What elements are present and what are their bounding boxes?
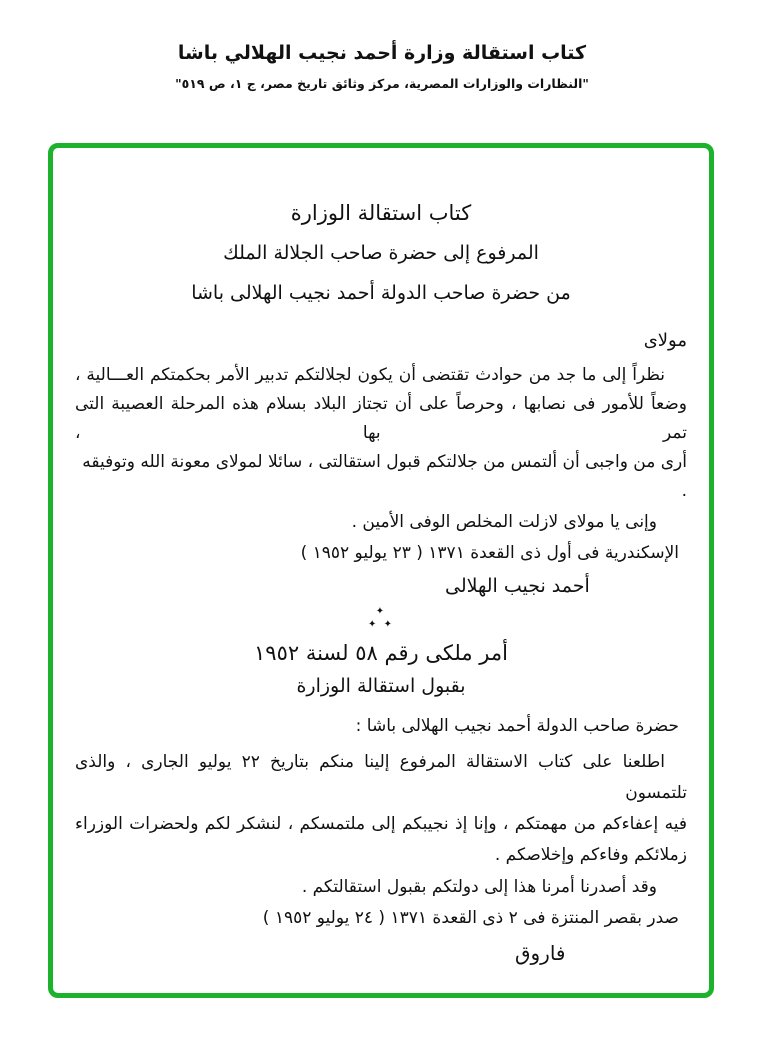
- decree-title: أمر ملكى رقم ٥٨ لسنة ١٩٥٢: [254, 641, 508, 665]
- letter-salutation: مولاى: [643, 330, 687, 351]
- decree-paragraph: [75, 747, 687, 871]
- decree-closing-line: وقد أصدرنا أمرنا هذا إلى دولتكم بقبول استقالتكم .: [301, 877, 657, 897]
- letter-paragraph: [75, 361, 687, 506]
- letter-paragraph-line: أرى من واجبى أن ألتمس من جلالتكم قبول استقالتى ، سائلا لمولاى معونة الله وتوفيقه .: [82, 452, 687, 501]
- decree-dateline: صدر بقصر المنتزة فى ٢ ذى القعدة ١٣٧١ ( ٢٤ يوليو ١٩٥٢ ): [262, 908, 679, 928]
- letter-title: كتاب استقالة الوزارة: [290, 201, 472, 225]
- letter-subtitle-addressed-to: المرفوع إلى حضرة صاحب الجلالة الملك: [223, 242, 539, 264]
- letter-dateline: الإسكندرية فى أول ذى القعدة ١٣٧١ ( ٢٣ يوليو ١٩٥٢ ): [300, 543, 679, 563]
- document-caption-title: كتاب استقالة وزارة أحمد نجيب الهلالي باشا: [177, 42, 587, 64]
- signature-hilali: أحمد نجيب الهلالى: [445, 575, 590, 597]
- document-body: [53, 148, 709, 968]
- decree-addressee: حضرة صاحب الدولة أحمد نجيب الهلالى باشا :: [355, 716, 679, 736]
- letter-paragraph-line: نظراً إلى ما جد من حوادث تقتضى أن يكون لجلالتكم تدبير الأمر بحكمتكم العـــالية ،: [75, 365, 665, 385]
- page-header: [0, 42, 764, 91]
- document-frame: [48, 143, 714, 998]
- letter-closing-line: وإنى يا مولاى لازلت المخلص الوفى الأمين .: [351, 512, 657, 532]
- decree-paragraph-line: فيه إعفاءكم من مهمتكم ، وإنا إذ نجيبكم إلى ملتمسكم ، لنشكر لكم ولحضرات الوزراء: [75, 814, 687, 834]
- star-icon: ✦ ✦: [368, 619, 394, 630]
- decree-subtitle: بقبول استقالة الوزارة: [296, 675, 466, 697]
- star-icon: ✦: [375, 606, 387, 617]
- decree-paragraph-line: زملائكم وفاءكم وإخلاصكم .: [494, 845, 687, 865]
- signature-farouk: فاروق: [515, 941, 566, 965]
- decree-paragraph-line: اطلعنا على كتاب الاستقالة المرفوع إلينا منكم بتاريخ ٢٢ يوليو الجارى ، والذى تلتمسون: [75, 752, 687, 803]
- document-source-citation: "النظارات والوزارات المصرية، مركز وثائق تاريخ مصر، ج ١، ص ٥١٩": [175, 76, 589, 91]
- letter-paragraph-line: وضعاً للأمور فى نصابها ، وحرصاً على أن تجتاز البلاد بسلام هذه المرحلة العصيبة التى تمر بها ،: [75, 394, 687, 443]
- letter-subtitle-from: من حضرة صاحب الدولة أحمد نجيب الهلالى باشا: [191, 282, 571, 304]
- stars-divider-ornament: [75, 605, 687, 631]
